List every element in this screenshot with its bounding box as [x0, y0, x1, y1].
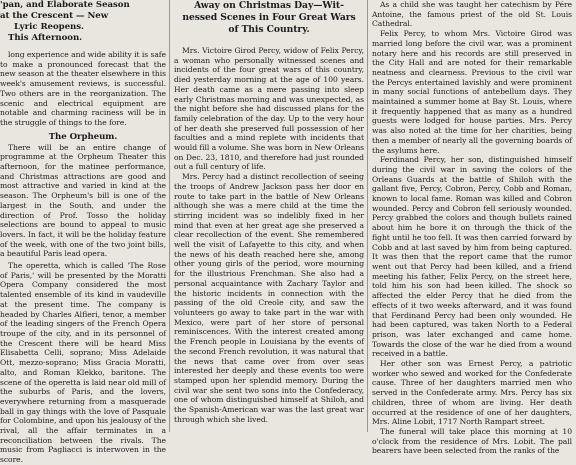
right-paragraph-4: Her other son was Ernest Percy, a patriotic worker who sewed and worked for the Confederate cause. Three of her daughters married men who served in the Confederate army. Mrs. Percy has six children, three of whom are living. Her death occurred at the residence of one of her daughters, Mrs. Aline Lobit, 1717 North Rampart street.	[372, 359, 572, 427]
left-paragraph-3: The operetta, which is called 'The Rose of Paris,' will be presented by the Moratti Opera Company considered the most talented ensemble of its kind in vaudeville at the present time. The company is headed by Charles Alfieri, tenor, a member of the leading singers of the French Opera troupe of the city, and in its personnel of the Crescent there will be heard Miss Elisabetta Celli, soprano; Miss Adelaide Ott, mezzo-soprano; Miss Gracia Moratti, alto, and Roman Klekko, baritone. The scene of the operetta is laid near old mill of the suburbs of Paris, and the lovers, everywhere returning from a masquerade ball in gay things with the love of Pasquale for Colombine, and upon his jealousy of the rival, all the affair terminates in a reconciliation between the rivals. The music from Pagliacci is interwoven in the score.	[0, 261, 166, 465]
left-headline-2: at the Crescent — New	[0, 11, 109, 21]
left-headline-4: This Afternoon.	[8, 33, 83, 43]
middle-paragraph-2: Mrs. Percy had a distinct recollection of seeing the troops of Andrew Jackson pass her door en route to take part in the battle of New Orleans although she was a mere child at the time the stirring incident was so indelibly fixed in her mind that even at her great age she preserved a clear recollection of the event. She remembered well the visit of Lafayette to this city, and when the news of his death reached here she, among other young girls of the period, wore mourning for the illustrious Frenchman. She also had a personal acquaintance with Zachary Taylor and the historic incidents in connection with the passing of the old Creole city, and saw the volunteers go away to take part in the war with Mexico, were part of her store of personal reminiscences. With the interest created among the French people in Louisiana by the events of the second French revolution, it was natural that the news that came over from over seas interested her deeply and these events too were stamped upon her splendid memory. During the civil war she sent two sons into the Confederacy, one of whom distinguished himself at Shiloh, and the Spanish-American war was the last great war through which she lived.	[174, 172, 364, 424]
right-paragraph-5: The funeral will take place this morning at 10 o'clock from the residence of Mrs. Lobit. The pall bearers have been selected from the ranks of the	[372, 426, 572, 456]
middle-headline	[174, 0, 364, 36]
right-paragraph-2: Felix Percy, to whom Mrs. Victoire Girod was married long before the civil war, was a prominent notary here and his records are still preserved in the City Hall and are noted for their remarkable neatness and clearness. Previous to the civil war the Percys entertained lavishly and were prominent in many social functions of antebellum days. They maintained a summer home at Bay St. Louis, where it frequently happened that as many as a hundred guests were lodged for house parties. Mrs. Percy was also noted at the time for her charities, being then a member of nearly all the governing boards of the asylums here.	[372, 29, 572, 155]
right-paragraph-1: As a child she was taught her catechism by Pére Antoine, the famous priest of the old St. Louis Cathedral.	[372, 0, 572, 29]
right-column	[372, 0, 572, 456]
middle-headline-line-2: nessed Scenes in Four Great Wars	[182, 12, 356, 23]
left-paragraph-1: long experience and wide ability it is safe to make a pronounced forecast that the new season at the theater elsewhere in this week's amusement reviews, is successful. Two others are in the reorganization. The scenic and electrical equipment are notable and charming raciness will be in the struggle of things to the fore.	[0, 50, 166, 127]
middle-column	[174, 0, 364, 432]
left-headline-1: 'pan, and Elaborate Season	[0, 0, 130, 10]
middle-headline-line-3: of This Country.	[228, 24, 310, 35]
left-headline-3: Lyric Reopens.	[14, 22, 84, 32]
left-column	[0, 0, 166, 465]
middle-headline-line-1: Away on Christmas Day—Wit-	[194, 0, 344, 11]
orpheum-subhead: The Orpheum.	[48, 131, 118, 142]
column-rule	[367, 0, 368, 432]
column-rule	[169, 0, 170, 432]
left-paragraph-2: There will be an entire change of programme at the Orpheum Theater this afternoon, for the matinee performance, and Christmas attractions are good and most attractive and varied in kind at the season. The Orpheum's bill is one of the largest in the South, and under the direction of Prof. Tosso the holiday selections are bound to appeal to music lovers. In fact, it will be the holiday feature of the week, with one of the two joint bills, a beautiful Paris lead opera.	[0, 142, 166, 259]
right-paragraph-3: Ferdinand Percy, her son, distinguished himself during the civil war in saving the colors of the Orleans Guards at the battle of Shiloh with the gallant five, Percy, Cobron, Percy, Cobb and Roman, known to local fame. Roman was killed and Cobron wounded. Percy and Cobron fell seriously wounded. Percy grabbed the colors and though bullets rained about him he bore it on through the thick of the fight until he too fell. It was then carried forward by Cobb and at last saved by him from being captured. It was then that the report came that the rumor went out that Percy had been killed, and a friend meeting his father, Felix Percy, on the street here, told him his son had been killed. The shock so affected the elder Percy that he died from the effects of it two weeks afterward, and it was found that Ferdinand Percy had been only wounded. He had been captured, was taken North to a Federal prison, was later exchanged and came home. Towards the close of the war he died from a wound received in a battle.	[372, 155, 572, 359]
middle-paragraph-1: Mrs. Victoire Girod Percy, widow of Felix Percy, a woman who personally witnessed scenes and incidents of the four great wars of this country, died yesterday morning at the age of 100 years. Her death came as a mere passing into sleep early Christmas morning and was unexpected, as the night before she had discussed plans for the family celebration of the day. Up to the very hour of her death she preserved full possession of her faculties and a mind replete with incidents that would fill a volume. She was born in New Orleans on Dec. 23, 1810, and therefore had just rounded out a full century of life.	[174, 46, 365, 172]
